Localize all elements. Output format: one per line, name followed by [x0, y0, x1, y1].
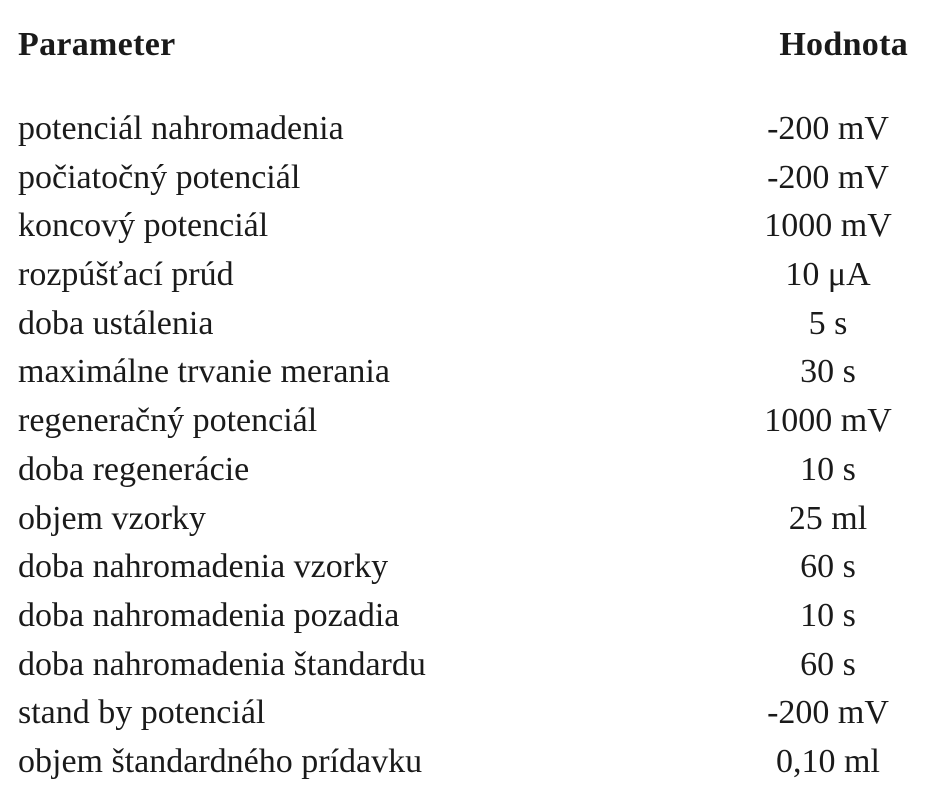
- table-row: [18, 743, 908, 792]
- row-parameter-name: maximálne trvanie merania: [18, 353, 390, 391]
- row-parameter-name: rozpúšťací prúd: [18, 256, 234, 294]
- row-parameter-value: 30 s: [800, 353, 856, 391]
- row-parameter-value: 10 s: [800, 450, 856, 488]
- row-parameter-name: doba nahromadenia vzorky: [18, 548, 389, 586]
- row-parameter-value: -200 mV: [767, 158, 889, 196]
- table-row: [18, 305, 908, 354]
- row-parameter-name: počiatočný potenciál: [18, 158, 301, 196]
- table-row: [18, 646, 908, 695]
- table-row: [18, 597, 908, 646]
- table-row: [18, 548, 908, 597]
- row-parameter-value: -200 mV: [767, 110, 889, 147]
- row-parameter-value: -200 mV: [767, 694, 889, 732]
- row-parameter-value: 1000 mV: [764, 207, 892, 245]
- row-parameter-name: objem vzorky: [18, 499, 206, 537]
- table-body: [18, 110, 908, 792]
- row-parameter-value: 25 ml: [788, 499, 868, 537]
- column-header-parameter: Parameter: [18, 26, 176, 63]
- table-row: [18, 402, 908, 451]
- table-header: [18, 26, 908, 72]
- row-parameter-name: regeneračný potenciál: [18, 402, 318, 440]
- row-parameter-value: 60 s: [800, 548, 856, 586]
- table-row: [18, 451, 908, 500]
- row-parameter-name: doba nahromadenia štandardu: [18, 645, 426, 683]
- table-row: [18, 353, 908, 402]
- row-parameter-name: doba nahromadenia pozadia: [18, 596, 400, 634]
- table-row: [18, 110, 908, 159]
- row-parameter-value: 10 μA: [785, 256, 871, 294]
- row-parameter-name: doba ustálenia: [18, 304, 214, 342]
- row-parameter-value: 10 s: [800, 596, 856, 634]
- row-parameter-name: potenciál nahromadenia: [18, 110, 344, 147]
- table-row: [18, 159, 908, 208]
- table-row: [18, 207, 908, 256]
- table-row: [18, 256, 908, 305]
- table-row: [18, 500, 908, 549]
- table-row: [18, 694, 908, 743]
- row-parameter-name: stand by potenciál: [18, 694, 266, 732]
- row-parameter-value: 1000 mV: [764, 402, 892, 440]
- row-parameter-value: 0,10 ml: [776, 742, 880, 780]
- row-parameter-name: doba regenerácie: [18, 450, 250, 488]
- row-parameter-value: 5 s: [808, 304, 848, 342]
- row-parameter-value: 60 s: [800, 645, 856, 683]
- row-parameter-name: koncový potenciál: [18, 207, 269, 245]
- column-header-value: Hodnota: [779, 26, 908, 63]
- row-parameter-name: objem štandardného prídavku: [18, 742, 423, 780]
